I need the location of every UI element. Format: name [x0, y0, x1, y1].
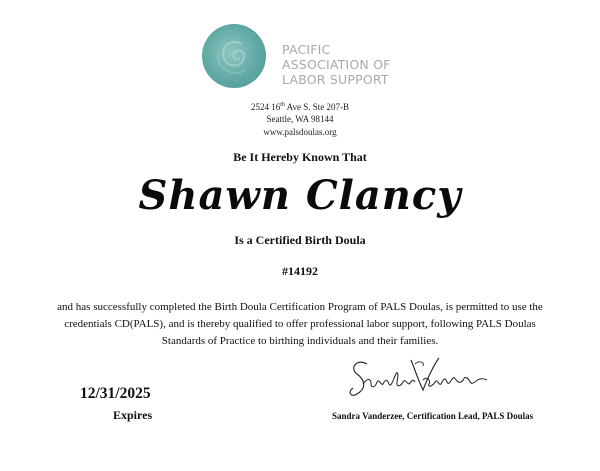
organization-logo-text [282, 42, 391, 87]
pals-swirl-logo-icon [202, 24, 266, 88]
certification-title: Is a Certified Birth Doula [234, 233, 366, 247]
recipient-name: Shawn Clancy [138, 172, 462, 219]
address-city: Seattle, WA 98144 [266, 114, 334, 124]
expiration-label: Expires [113, 408, 153, 422]
certificate-heading: Be It Hereby Known That [233, 150, 367, 164]
signatory-name-title: Sandra Vanderzee, Certification Lead, PALS Doulas [332, 411, 534, 421]
expiration-date: 12/31/2025 [80, 385, 151, 402]
street-number: 2524 16 [250, 102, 281, 112]
logo-line-2: ASSOCIATION OF [282, 57, 391, 72]
street-rest: Ave S. Ste 207-B [284, 102, 349, 112]
website-link[interactable]: www.palsdoulas.org [263, 127, 337, 137]
handwritten-signature [345, 350, 495, 413]
logo-line-1: PACIFIC [282, 42, 331, 57]
logo-line-3: LABOR SUPPORT [282, 72, 389, 87]
certification-statement: and has successfully completed the Birth Doula Certification Program of PALS Doulas, is permitted to use the credentials CD(PALS), and is thereby qualified to offer professional labor support, following PALS Doulas Standards of Practice to birthing individuals and their families. [57, 301, 543, 347]
address-street [0, 99, 600, 114]
certificate-number: #14192 [282, 264, 318, 278]
street-suffix: th [280, 102, 285, 108]
